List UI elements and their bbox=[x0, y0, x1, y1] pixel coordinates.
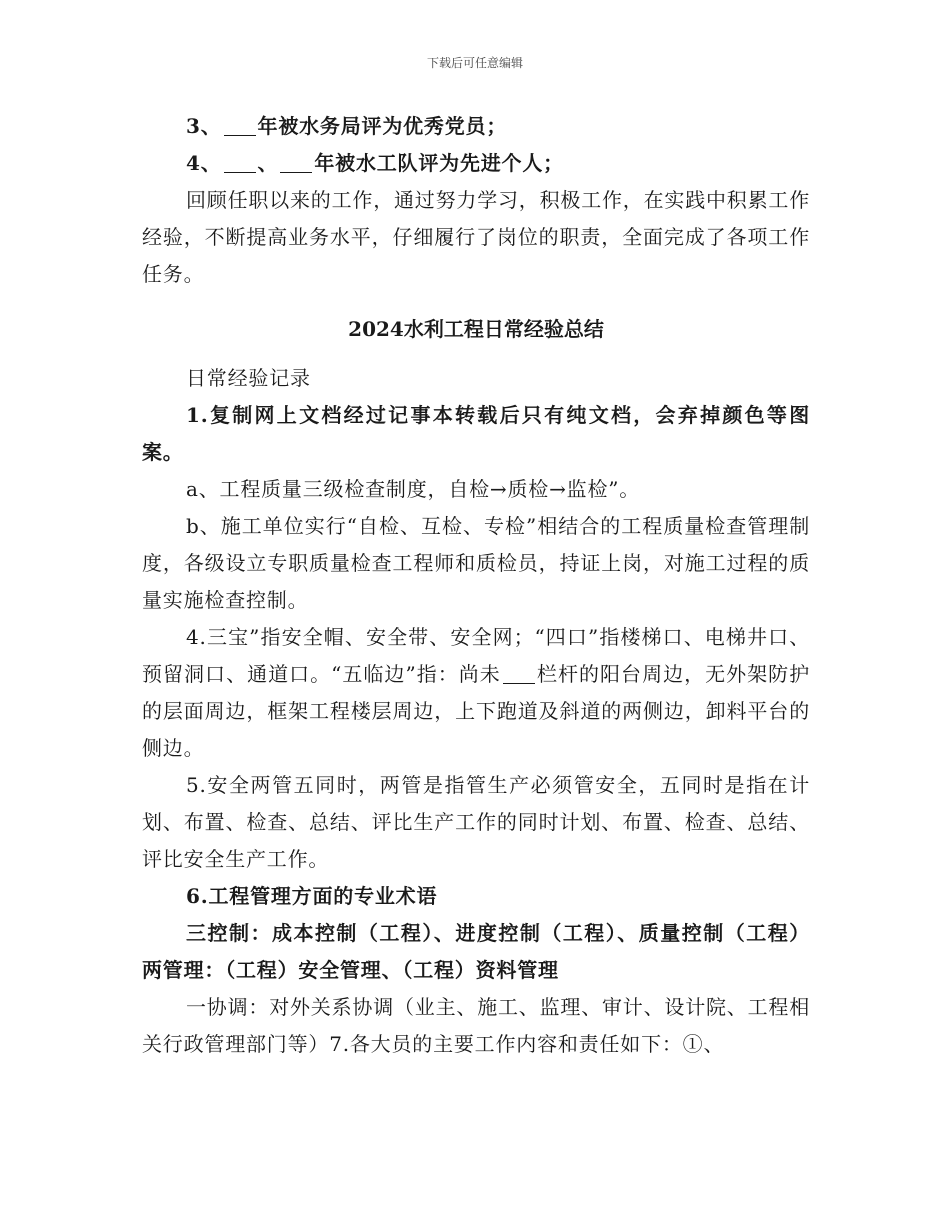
blank-year bbox=[224, 115, 256, 136]
award-item-4-text: 年被水工队评为先进个人； bbox=[314, 151, 564, 175]
award-item-4 bbox=[142, 145, 810, 182]
point-4-text-start: 4.三宝”指安全帽、安全带、安全网；“四口”指楼梯口、电梯井口、预留洞口、通道口。“五临边”指：尚未 bbox=[142, 625, 810, 686]
award-item-3-text: 年被水务局评为优秀党员； bbox=[257, 114, 508, 138]
blank-field bbox=[503, 663, 535, 684]
blank-year bbox=[224, 152, 256, 173]
point-6: 6.工程管理方面的专业术语 bbox=[186, 884, 438, 908]
point-b: b、施工单位实行“自检、互检、专检”相结合的工程质量检查管理制度，各级设立专职质量检查工程师和质检员，持证上岗，对施工过程的质量实施检查控制。 bbox=[142, 514, 810, 612]
award-item-3 bbox=[142, 108, 810, 145]
award-item-4-separator: 、 bbox=[257, 151, 279, 175]
coordination-paragraph: 一协调：对外关系协调（业主、施工、监理、审计、设计院、工程相关行政管理部门等）7.各大员的主要工作内容和责任如下：①、 bbox=[142, 995, 810, 1056]
document-title: 2024水利工程日常经验总结 bbox=[348, 317, 604, 341]
document-body bbox=[142, 108, 810, 1063]
point-4-text-end: 栏杆的阳台周边，无外架防护的层面周边，框架工程楼层周边，上下跑道及斜道的两侧边，卸料平台的侧边。 bbox=[142, 662, 810, 760]
three-controls: 三控制：成本控制（工程）、进度控制（工程）、质量控制（工程）两管理：（工程）安全管理、（工程）资料管理 bbox=[142, 921, 810, 982]
point-a: a、工程质量三级检查制度，自检→质检→监检”。 bbox=[186, 477, 641, 501]
point-4 bbox=[142, 619, 810, 767]
review-paragraph: 回顾任职以来的工作，通过努力学习，积极工作，在实践中积累工作经验，不断提高业务水平，仔细履行了岗位的职责，全面完成了各项工作任务。 bbox=[142, 188, 810, 286]
subheading: 日常经验记录 bbox=[186, 366, 311, 390]
point-1: 1.复制网上文档经过记事本转载后只有纯文档，会弃掉颜色等图案。 bbox=[142, 403, 810, 464]
award-item-4-number: 4、 bbox=[186, 151, 222, 175]
award-item-3-number: 3、 bbox=[186, 114, 222, 138]
point-5: 5.安全两管五同时，两管是指管生产必须管安全，五同时是指在计划、布置、检查、总结、评比生产工作的同时计划、布置、检查、总结、评比安全生产工作。 bbox=[142, 773, 810, 871]
blank-year bbox=[280, 152, 312, 173]
page-header: 下载后可任意编辑 bbox=[426, 56, 523, 70]
